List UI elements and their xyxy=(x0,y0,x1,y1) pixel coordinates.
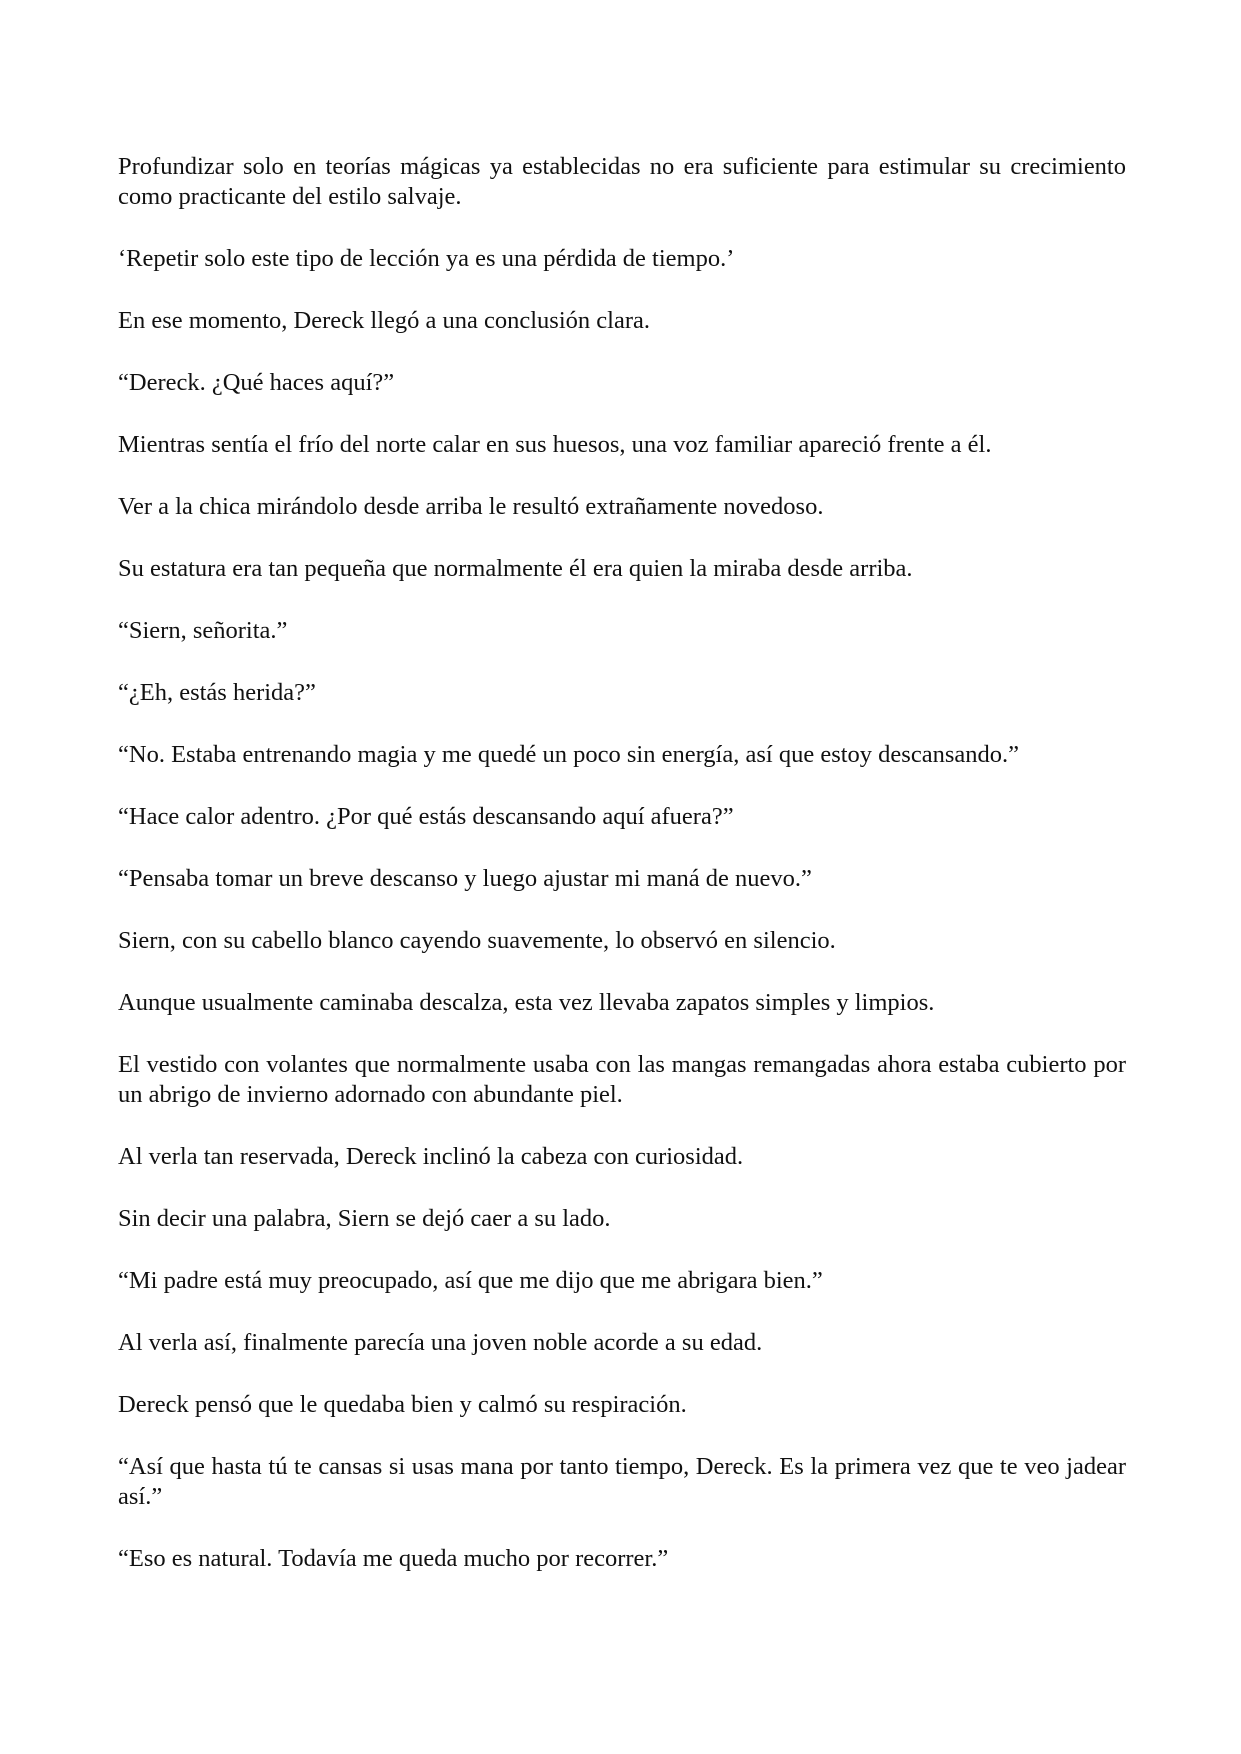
paragraph: Dereck pensó que le quedaba bien y calmó su respiración. xyxy=(118,1391,687,1418)
paragraph: “No. Estaba entrenando magia y me quedé un poco sin energía, así que estoy descansando.” xyxy=(118,741,1019,768)
paragraph: “Eso es natural. Todavía me queda mucho por recorrer.” xyxy=(118,1545,669,1572)
paragraph: “¿Eh, estás herida?” xyxy=(118,679,316,706)
paragraph: Siern, con su cabello blanco cayendo suavemente, lo observó en silencio. xyxy=(118,927,836,954)
paragraph: Profundizar solo en teorías mágicas ya establecidas no era suficiente para estimular su crecimiento como practicante del estilo salvaje. xyxy=(118,153,1126,210)
paragraph: “Así que hasta tú te cansas si usas mana por tanto tiempo, Dereck. Es la primera vez que te veo jadear así.” xyxy=(118,1453,1126,1510)
document-body xyxy=(118,152,1126,1606)
paragraph: Al verla tan reservada, Dereck inclinó la cabeza con curiosidad. xyxy=(118,1143,744,1170)
paragraph: “Pensaba tomar un breve descanso y luego ajustar mi maná de nuevo.” xyxy=(118,865,812,892)
paragraph: Al verla así, finalmente parecía una joven noble acorde a su edad. xyxy=(118,1329,763,1356)
paragraph: En ese momento, Dereck llegó a una conclusión clara. xyxy=(118,307,650,334)
paragraph: Ver a la chica mirándolo desde arriba le resultó extrañamente novedoso. xyxy=(118,493,824,520)
paragraph: Su estatura era tan pequeña que normalmente él era quien la miraba desde arriba. xyxy=(118,555,913,582)
paragraph: Aunque usualmente caminaba descalza, esta vez llevaba zapatos simples y limpios. xyxy=(118,989,935,1016)
paragraph: Sin decir una palabra, Siern se dejó caer a su lado. xyxy=(118,1205,611,1232)
paragraph: El vestido con volantes que normalmente usaba con las mangas remangadas ahora estaba cubierto por un abrigo de invierno adornado con abundante piel. xyxy=(118,1051,1126,1108)
paragraph: “Dereck. ¿Qué haces aquí?” xyxy=(118,369,395,396)
paragraph: “Siern, señorita.” xyxy=(118,617,288,644)
paragraph: “Hace calor adentro. ¿Por qué estás descansando aquí afuera?” xyxy=(118,803,734,830)
paragraph: Mientras sentía el frío del norte calar en sus huesos, una voz familiar apareció frente a él. xyxy=(118,431,992,458)
paragraph: “Mi padre está muy preocupado, así que me dijo que me abrigara bien.” xyxy=(118,1267,823,1294)
paragraph: ‘Repetir solo este tipo de lección ya es una pérdida de tiempo.’ xyxy=(118,245,735,272)
